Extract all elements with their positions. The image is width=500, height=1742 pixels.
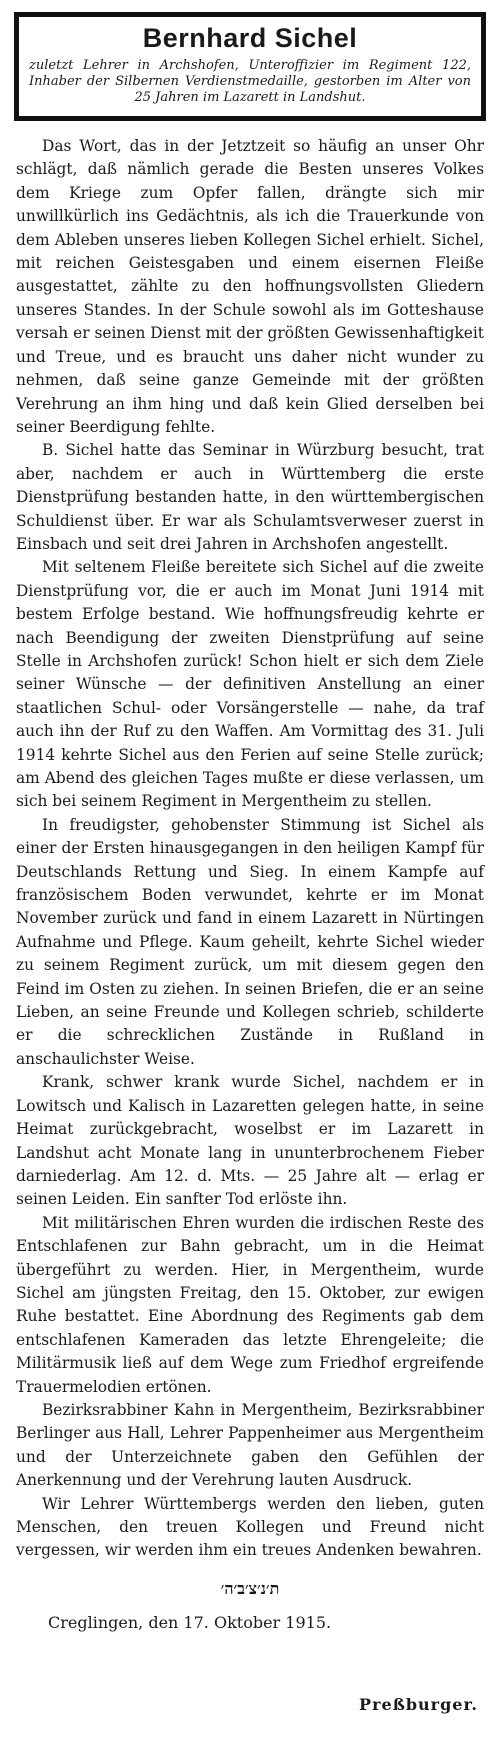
obituary-article: [14, 135, 486, 1632]
article-paragraph: B. Sichel hatte das Seminar in Würzburg besucht, trat aber, nachdem er auch in Württemberg die erste Dienstprüfung bestanden hatte, in den württembergischen Schuldienst über. Er war als Schulamtsverweser zuerst in Einsbach und seit drei Jahren in Archshofen angestellt.: [16, 441, 484, 553]
dateline: Creglingen, den 17. Oktober 1915.: [48, 1612, 332, 1632]
article-paragraph: Krank, schwer krank wurde Sichel, nachdem er in Lowitsch und Kalisch in Lazaretten gelegen hatte, in seine Heimat zurückgebracht, woselbst er im Lazarett in Landshut acht Monate lang in ununterbrochenem Fieber darniederlag. Am 12. d. Mts. — 25 Jahre alt — erlag er seinen Leiden. Ein sanfter Tod erlöste ihn.: [16, 1073, 484, 1209]
article-paragraph: Wir Lehrer Württembergs werden den lieben, guten Menschen, den treuen Kollegen und Freund nicht vergessen, wir werden ihm ein treues Andenken bewahren.: [16, 1494, 484, 1560]
deceased-name: Bernhard Sichel: [142, 23, 358, 53]
article-paragraph: Mit seltenem Fleiße bereitete sich Sichel auf die zweite Dienstprüfung vor, die er auch im Monat Juni 1914 mit bestem Erfolge bestand. Wie hoffnungsfreudig kehrte er nach Beendigung der zweiten Dienstprüfung auf seine Stelle in Archshofen zurück! Schon hielt er sich dem Ziele seiner Wünsche — der definitiven Anstellung an einer staatlichen Schul- oder Vorsängerstelle — nahe, da traf auch ihn der Ruf zu den Waffen. Am Vormittag des 31. Juli 1914 kehrte Sichel aus den Ferien auf seine Stelle zurück; am Abend des gleichen Tages mußte er diese verlassen, um sich bei seinem Regiment in Mergentheim zu stellen.: [16, 558, 484, 811]
article-paragraph: Bezirksrabbiner Kahn in Mergentheim, Bezirksrabbiner Berlinger aus Hall, Lehrer Pappenheimer aus Mergentheim und der Unterzeichnete gaben den Gefühlen der Anerkennung und der Verehrung lauten Ausdruck.: [16, 1400, 484, 1490]
article-paragraph: Das Wort, das in der Jetztzeit so häufig an unser Ohr schlägt, daß nämlich gerade die Besten unseres Volkes dem Kriege zum Opfer fallen, drängte sich mir unwillkürlich ins Gedächtnis, als ich die Trauerkunde von dem Ableben unseres lieben Kollegen Sichel erhielt. Sichel, mit reichen Geistesgaben und einem eisernen Fleiße ausgestattet, zählte zu den hoffnungsvollsten Gliedern unseres Standes. In der Schule sowohl als im Gotteshause versah er seinen Dienst mit der größten Gewissenhaftigkeit und Treue, und es braucht uns daher nicht wunder zu nehmen, daß seine ganze Gemeinde mit der größten Verehrung an ihm hing und daß kein Glied derselben bei seiner Beerdigung fehlte.: [16, 137, 484, 436]
obituary-header-box: [14, 12, 486, 121]
article-paragraph: In freudigster, gehobenster Stimmung ist Sichel als einer der Ersten hinausgegangen in den heiligen Kampf für Deutschlands Rettung und Sieg. In einem Kampfe auf französischem Boden verwundet, kehrte er im Monat November zurück und fand in einem Lazarett in Nürtingen Aufnahme und Pflege. Kaum geheilt, kehrte Sichel wieder zu seinem Regiment zurück, um mit diesem gegen den Feind im Osten zu ziehen. In seinen Briefen, die er an seine Lieben, an seine Freunde und Kollegen schrieb, schilderte er die schrecklichen Zustände in Rußland in anschaulichster Weise.: [16, 815, 484, 1068]
hebrew-abbreviation: ת׳נ׳צ׳ב׳ה׳: [220, 1578, 280, 1598]
article-paragraph: Mit militärischen Ehren wurden die irdischen Reste des Entschlafenen zur Bahn gebracht, um in die Heimat übergeführt zu werden. Hier, in Mergentheim, wurde Sichel am jüngsten Freitag, den 15. Oktober, zur ewigen Ruhe bestattet. Eine Abordnung des Regiments gab dem entschlafenen Kameraden das letzte Ehrengeleite; die Militärmusik ließ auf dem Wege zum Friedhof ergreifende Trauermelodien ertönen.: [16, 1213, 484, 1396]
deceased-description: zuletzt Lehrer in Archshofen, Unteroffizier im Regiment 122, Inhaber der Silbernen Verdienstmedaille, gestorben im Alter von 25 Jahren im Lazarett in Landshut.: [29, 58, 471, 106]
author-signature: Preßburger.: [359, 1695, 478, 1714]
